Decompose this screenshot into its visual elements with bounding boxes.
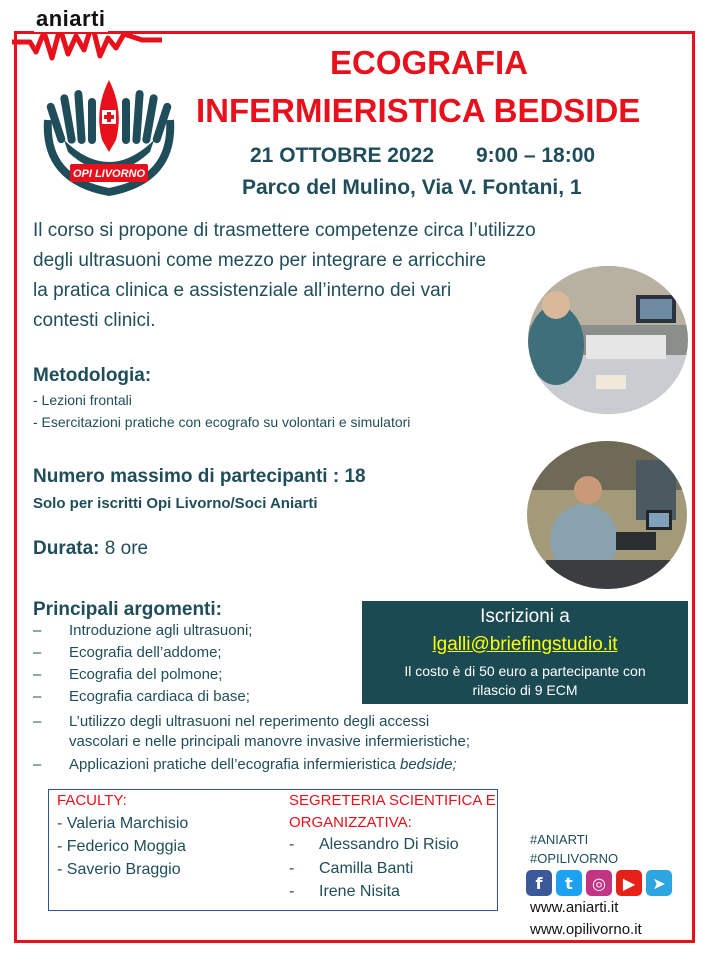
topic-text: Introduzione agli ultrasuoni;: [69, 622, 253, 639]
member-name: Camilla Banti: [319, 860, 414, 877]
faculty-box: [48, 789, 498, 911]
topic-text-main: Applicazioni pratiche dell’ecografia infermieristica: [69, 756, 396, 773]
dash: –: [33, 666, 42, 683]
secretariat-member: [289, 883, 489, 901]
faculty-member: - Federico Moggia: [57, 838, 186, 855]
registration-cost: [362, 662, 688, 700]
duration-label: Durata:: [33, 538, 100, 559]
telegram-icon[interactable]: ➤: [646, 870, 672, 896]
opi-livorno-logo-text: OPI LIVORNO: [72, 168, 146, 180]
description-line: degli ultrasuoni come mezzo per integrare e arricchire: [33, 250, 487, 271]
ultrasound-photo-1: [526, 265, 690, 415]
ultrasound-photo-2: [526, 440, 688, 590]
dash: -: [289, 836, 295, 853]
participants-heading: Numero massimo di partecipanti : 18: [33, 466, 366, 487]
member-name: Alessandro Di Risio: [319, 836, 459, 853]
secretariat-heading: SEGRETERIA SCIENTIFICA E: [289, 792, 496, 809]
dash: –: [33, 622, 42, 639]
description-line: la pratica clinica e assistenziale all’interno dei vari: [33, 280, 452, 301]
secretariat-member: [289, 836, 489, 854]
dash: -: [289, 883, 295, 900]
website-link[interactable]: www.opilivorno.it: [530, 921, 642, 938]
dash: –: [33, 688, 42, 705]
dash: –: [33, 644, 42, 661]
dash: –: [33, 713, 42, 730]
event-date: 21 OTTOBRE 2022: [250, 144, 435, 167]
topic-text: L’utilizzo degli ultrasuoni nel reperimento degli accessi: [69, 713, 430, 730]
title-line-1: ECOGRAFIA: [330, 44, 528, 81]
methodology-heading: Metodologia:: [33, 365, 152, 386]
opi-livorno-logo: [34, 80, 184, 198]
topic-text: vascolari e nelle principali manovre invasive infermieristiche;: [69, 733, 471, 750]
topic-text: Ecografia dell’addome;: [69, 644, 222, 661]
hashtag: #ANIARTI: [530, 832, 589, 847]
topic-text: [69, 756, 457, 773]
aniarti-logo-text: aniarti: [36, 6, 106, 31]
topic-text: Ecografia del polmone;: [69, 666, 223, 683]
dash: –: [33, 756, 42, 773]
secretariat-member: [289, 860, 489, 878]
faculty-heading: FACULTY:: [57, 792, 127, 809]
dash: -: [289, 860, 295, 877]
methodology-item: - Lezioni frontali: [33, 392, 132, 408]
secretariat-heading: ORGANIZZATIVA:: [289, 814, 412, 831]
twitter-icon[interactable]: t: [556, 870, 582, 896]
website-link[interactable]: www.aniarti.it: [530, 899, 619, 916]
topics-heading: Principali argomenti:: [33, 599, 222, 620]
title-line-2: INFERMIERISTICA BEDSIDE: [196, 92, 641, 129]
youtube-icon[interactable]: ▶: [616, 870, 642, 896]
cost-line: rilascio di 9 ECM: [472, 682, 578, 698]
member-name: Irene Nisita: [319, 883, 400, 900]
instagram-icon[interactable]: ◎: [586, 870, 612, 896]
registration-box: [362, 601, 688, 704]
topic-text-italic: bedside;: [400, 756, 457, 773]
duration-value: 8 ore: [104, 538, 149, 559]
event-time: 9:00 – 18:00: [476, 144, 596, 167]
hashtag: #OPILIVORNO: [530, 851, 619, 866]
facebook-icon[interactable]: f: [526, 870, 552, 896]
event-venue: Parco del Mulino, Via V. Fontani, 1: [242, 176, 582, 199]
faculty-member: - Valeria Marchisio: [57, 815, 189, 832]
registration-title: Iscrizioni a: [480, 606, 570, 627]
participants-note: Solo per iscritti Opi Livorno/Soci Aniarti: [33, 495, 318, 512]
social-icons: [526, 870, 672, 896]
topic-text: Ecografia cardiaca di base;: [69, 688, 250, 705]
registration-email-link[interactable]: lgalli@briefingstudio.it: [432, 634, 618, 655]
duration: [33, 538, 148, 560]
cost-line: Il costo è di 50 euro a partecipante con: [404, 663, 646, 679]
faculty-member: - Saverio Braggio: [57, 861, 181, 878]
description-line: Il corso si propone di trasmettere competenze circa l’utilizzo: [33, 220, 536, 241]
methodology-item: - Esercitazioni pratiche con ecografo su volontari e simulatori: [33, 414, 411, 430]
description-line: contesti clinici.: [33, 310, 156, 331]
